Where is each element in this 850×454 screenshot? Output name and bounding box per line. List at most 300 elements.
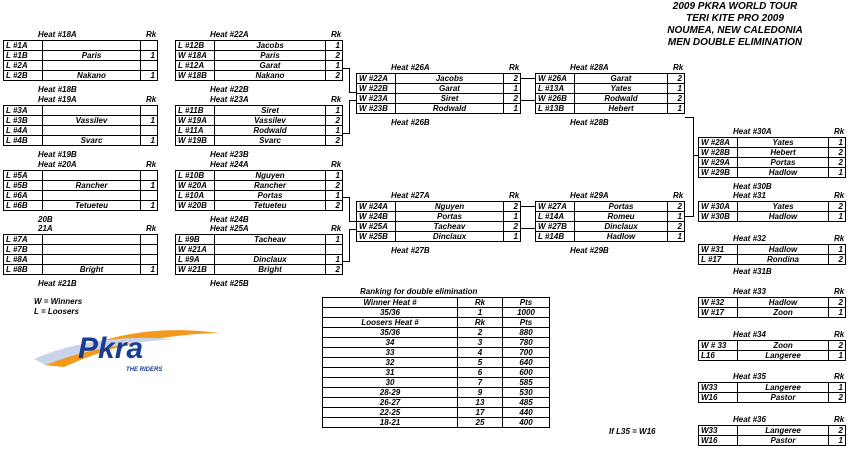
slot-cell: L #9A (176, 255, 215, 265)
rank-header: Rk (673, 63, 684, 72)
rank-cell: 2 (326, 136, 343, 146)
heat-footer: Heat #30B (733, 182, 772, 191)
slot-cell: W33 (699, 426, 738, 436)
rank-header: Rk (834, 234, 845, 243)
pts-cell: 880 (503, 328, 550, 338)
rank-header: Rk (673, 191, 684, 200)
rank-cell (141, 106, 158, 116)
ranking-row (323, 418, 550, 428)
rank-cell: 2 (668, 74, 685, 84)
rider-cell: Svarc (43, 136, 141, 146)
heat-cell: 28-29 (323, 388, 458, 398)
rank-cell: 2 (326, 71, 343, 81)
rank-header: Rk (146, 95, 157, 104)
rank-cell: 1 (668, 104, 685, 114)
heat-table (535, 201, 685, 242)
heat-cell: 22-25 (323, 408, 458, 418)
ranking-row (323, 408, 550, 418)
rk-cell: 13 (458, 398, 503, 408)
pts-cell: 585 (503, 378, 550, 388)
slot-cell: W #32 (699, 298, 738, 308)
rank-cell: 1 (829, 308, 846, 318)
rider-cell: Portas (215, 191, 326, 201)
heat-title: Heat #22A (210, 30, 249, 39)
rider-cell: Rondina (738, 255, 829, 265)
pkra-logo-graphic (34, 325, 224, 380)
heat-footer: Heat #28B (570, 118, 609, 127)
heat-row (357, 104, 521, 114)
rider-cell: Jacobs (396, 74, 504, 84)
heat-row (357, 84, 521, 94)
heat-row (699, 148, 846, 158)
bracket-line (349, 68, 350, 93)
slot-cell: W #26B (536, 94, 575, 104)
heat-row (176, 106, 343, 116)
slot-cell: L #12B (176, 41, 215, 51)
rider-cell: Rodwald (396, 104, 504, 114)
heat-row (357, 232, 521, 242)
heat-row (4, 245, 158, 255)
rk-cell: 3 (458, 338, 503, 348)
slot-cell: L #10A (176, 191, 215, 201)
rank-cell: 2 (326, 116, 343, 126)
slot-cell: W #29B (699, 168, 738, 178)
rank-cell: 1 (829, 168, 846, 178)
slot-cell: W #21A (176, 245, 215, 255)
heat-row (4, 136, 158, 146)
header-line2: TERI KITE PRO 2009 (686, 13, 784, 24)
heat-title: Heat #31 (733, 191, 766, 200)
heat-footer: Heat #27B (391, 246, 430, 255)
heat-row (536, 202, 685, 212)
slot-cell: L #1B (4, 51, 43, 61)
heat-row (357, 212, 521, 222)
slot-cell: W #25A (357, 222, 396, 232)
rank-cell (141, 41, 158, 51)
heat-title: Heat #24A (210, 160, 249, 169)
slot-cell: W16 (699, 393, 738, 403)
bracket-line (349, 100, 350, 134)
heat-table (3, 40, 158, 81)
ranking-row (323, 378, 550, 388)
heat-table (3, 234, 158, 275)
ranking-row (323, 338, 550, 348)
heat-cell: 35/36 (323, 308, 458, 318)
rank-cell: 1 (504, 84, 521, 94)
rank-header: Rk (834, 287, 845, 296)
header-line4: MEN DOUBLE ELIMINATION (667, 37, 803, 48)
heat-row (699, 436, 846, 446)
heat-title: Heat #32 (733, 234, 766, 243)
pts-cell: 1000 (503, 308, 550, 318)
slot-cell: W #18B (176, 71, 215, 81)
heat-table (3, 170, 158, 211)
rank-cell: 2 (668, 94, 685, 104)
slot-cell: W #20B (176, 201, 215, 211)
rider-cell (43, 191, 141, 201)
slot-cell: L #1A (4, 41, 43, 51)
heat-footer: 20B (38, 215, 53, 224)
rider-cell: Rancher (43, 181, 141, 191)
heat-table (356, 201, 521, 242)
heat-title: Heat #19A (38, 95, 77, 104)
heat-row (536, 104, 685, 114)
rider-cell: Rancher (215, 181, 326, 191)
rank-cell: 2 (829, 255, 846, 265)
slot-cell: W #27B (536, 222, 575, 232)
rank-cell: 1 (326, 41, 343, 51)
ranking-row (323, 318, 550, 328)
heat-row (4, 41, 158, 51)
rank-cell: 2 (326, 181, 343, 191)
pts-cell: Pts (503, 318, 550, 328)
pts-cell: 640 (503, 358, 550, 368)
rk-cell: 1 (458, 308, 503, 318)
heat-cell: 34 (323, 338, 458, 348)
heat-title: Heat #30A (733, 127, 772, 136)
heat-cell: 30 (323, 378, 458, 388)
final-note: If L35 = W16 (609, 427, 656, 436)
slot-cell: L #7A (4, 235, 43, 245)
header-line1: 2009 PKRA WORLD TOUR (672, 1, 798, 12)
rk-cell: 17 (458, 408, 503, 418)
rank-cell: 1 (326, 61, 343, 71)
bracket-line (521, 206, 535, 207)
bracket-line (521, 100, 535, 101)
heat-row (176, 41, 343, 51)
heat-row (536, 84, 685, 94)
rank-cell: 2 (829, 426, 846, 436)
heat-row (699, 255, 846, 265)
rank-cell: 2 (326, 265, 343, 275)
heat-footer: Heat #23B (210, 150, 249, 159)
heat-title: Heat #23A (210, 95, 249, 104)
heat-table (175, 40, 343, 81)
heat-cell: 26-27 (323, 398, 458, 408)
bracket-line (521, 228, 535, 229)
rank-cell: 2 (326, 201, 343, 211)
slot-cell: L #14B (536, 232, 575, 242)
rank-header: Rk (834, 191, 845, 200)
rank-cell: 1 (829, 436, 846, 446)
rank-cell (141, 61, 158, 71)
heat-row (4, 201, 158, 211)
rider-cell: Svarc (215, 136, 326, 146)
bracket-line (349, 92, 356, 93)
bracket-line (521, 78, 535, 79)
heat-row (4, 51, 158, 61)
rk-cell: 5 (458, 358, 503, 368)
heat-row (536, 212, 685, 222)
heat-title: Heat #26A (391, 63, 430, 72)
rider-cell: Bright (43, 265, 141, 275)
bracket-line (685, 216, 693, 217)
rider-cell: Pastor (738, 436, 829, 446)
heat-table (698, 244, 846, 265)
heat-table (3, 105, 158, 146)
rider-cell: Dinclaux (396, 232, 504, 242)
rank-header: Rk (509, 63, 520, 72)
bracket-line (693, 155, 698, 156)
rider-cell: Portas (575, 202, 668, 212)
rider-cell: Hadlow (575, 232, 668, 242)
heat-row (699, 212, 846, 222)
slot-cell: W #23A (357, 94, 396, 104)
slot-cell: W # 33 (699, 341, 738, 351)
heat-row (536, 74, 685, 84)
rider-cell (43, 245, 141, 255)
heat-footer: Heat #18B (38, 85, 77, 94)
rk-cell: 4 (458, 348, 503, 358)
heat-title: Heat #20A (38, 160, 77, 169)
heat-row (176, 136, 343, 146)
slot-cell: W #17 (699, 308, 738, 318)
heat-table (698, 297, 846, 318)
rank-cell: 2 (829, 298, 846, 308)
heat-title: Heat #25A (210, 224, 249, 233)
rank-cell: 1 (668, 84, 685, 94)
rank-cell: 1 (141, 51, 158, 61)
slot-cell: W #22A (357, 74, 396, 84)
pts-cell: 440 (503, 408, 550, 418)
rank-cell: 1 (668, 232, 685, 242)
slot-cell: L #5B (4, 181, 43, 191)
rider-cell: Portas (396, 212, 504, 222)
rider-cell: Tacheav (215, 235, 326, 245)
rider-cell: Vassilev (43, 116, 141, 126)
rider-cell (43, 235, 141, 245)
rank-cell: 2 (829, 202, 846, 212)
slot-cell: W #30A (699, 202, 738, 212)
slot-cell: L #2B (4, 71, 43, 81)
heat-cell: 32 (323, 358, 458, 368)
rider-cell: Nguyen (215, 171, 326, 181)
rank-header: Rk (834, 372, 845, 381)
heat-row (4, 181, 158, 191)
heat-row (357, 202, 521, 212)
rider-cell: Garat (396, 84, 504, 94)
heat-row (176, 71, 343, 81)
ranking-table (322, 297, 550, 428)
slot-cell: L #17 (699, 255, 738, 265)
heat-footer: Heat #25B (210, 279, 249, 288)
heat-row (699, 383, 846, 393)
heat-table (698, 382, 846, 403)
rank-cell: 2 (504, 202, 521, 212)
heat-table (175, 105, 343, 146)
slot-cell: L #8A (4, 255, 43, 265)
slot-cell: W #24B (357, 212, 396, 222)
slot-cell: W #22B (357, 84, 396, 94)
heat-title: Heat #28A (570, 63, 609, 72)
heat-footer: Heat #26B (391, 118, 430, 127)
heat-footer: Heat #22B (210, 85, 249, 94)
heat-row (176, 235, 343, 245)
heat-cell: 31 (323, 368, 458, 378)
heat-title: Heat #27A (391, 191, 430, 200)
heat-row (4, 255, 158, 265)
heat-row (4, 191, 158, 201)
rider-cell (43, 61, 141, 71)
slot-cell: W #28B (699, 148, 738, 158)
rider-cell: Hebert (575, 104, 668, 114)
heat-row (699, 341, 846, 351)
rank-header: Rk (834, 415, 845, 424)
rider-cell: Vassilev (215, 116, 326, 126)
rank-header: Rk (834, 127, 845, 136)
rank-header: Rk (834, 330, 845, 339)
rank-cell: 1 (141, 136, 158, 146)
rider-cell (43, 171, 141, 181)
rider-cell: Zoon (738, 341, 829, 351)
heat-row (4, 171, 158, 181)
heat-row (176, 181, 343, 191)
bracket-line (349, 229, 350, 262)
rank-cell: 1 (829, 138, 846, 148)
rank-cell: 1 (141, 181, 158, 191)
rider-cell (43, 255, 141, 265)
rk-cell: Rk (458, 298, 503, 308)
ranking-row (323, 398, 550, 408)
rank-cell: 1 (829, 245, 846, 255)
slot-cell: L #12A (176, 61, 215, 71)
rider-cell: Tetueteu (43, 201, 141, 211)
rank-cell (141, 245, 158, 255)
heat-title: 21A (38, 224, 53, 233)
rank-cell: 1 (326, 235, 343, 245)
rank-cell (141, 235, 158, 245)
pts-cell: 700 (503, 348, 550, 358)
rank-cell (141, 255, 158, 265)
rank-cell: 2 (829, 148, 846, 158)
heat-cell: 33 (323, 348, 458, 358)
rider-cell (43, 41, 141, 51)
pts-cell: 780 (503, 338, 550, 348)
rank-cell: 1 (668, 212, 685, 222)
rider-cell: Rodwald (575, 94, 668, 104)
ranking-row (323, 328, 550, 338)
rank-cell: 2 (504, 74, 521, 84)
rank-header: Rk (146, 160, 157, 169)
slot-cell: W #25B (357, 232, 396, 242)
heat-row (536, 94, 685, 104)
heat-row (699, 138, 846, 148)
rider-cell: Pastor (738, 393, 829, 403)
heat-row (4, 71, 158, 81)
slot-cell: W #27A (536, 202, 575, 212)
heat-title: Heat #33 (733, 287, 766, 296)
heat-row (176, 255, 343, 265)
rider-cell: Rodwald (215, 126, 326, 136)
heat-table (356, 73, 521, 114)
rank-cell: 2 (326, 51, 343, 61)
heat-row (4, 106, 158, 116)
heat-table (535, 73, 685, 114)
heat-row (176, 61, 343, 71)
rider-cell: Nakano (43, 71, 141, 81)
heat-table (698, 201, 846, 222)
heat-row (699, 298, 846, 308)
slot-cell: L #6A (4, 191, 43, 201)
legend-winners: W = Winners (34, 297, 83, 306)
heat-cell: 35/36 (323, 328, 458, 338)
ranking-row (323, 348, 550, 358)
rider-cell: Dinclaux (215, 255, 326, 265)
rank-cell: 2 (504, 94, 521, 104)
bracket-line (685, 117, 693, 118)
bracket-line (349, 229, 356, 230)
heat-title: Heat #34 (733, 330, 766, 339)
rank-cell (141, 126, 158, 136)
slot-cell: L #8B (4, 265, 43, 275)
heat-row (357, 94, 521, 104)
rider-cell: Hadlow (738, 298, 829, 308)
rank-cell: 1 (326, 126, 343, 136)
slot-cell: W #21B (176, 265, 215, 275)
rank-header: Rk (146, 30, 157, 39)
heat-footer: Heat #31B (733, 267, 772, 276)
rider-cell: Garat (575, 74, 668, 84)
heat-row (4, 126, 158, 136)
pts-cell: 400 (503, 418, 550, 428)
rider-cell (43, 106, 141, 116)
heat-title: Heat #36 (733, 415, 766, 424)
rider-cell: Hadlow (738, 212, 829, 222)
rank-cell: 1 (326, 106, 343, 116)
rank-cell: 1 (829, 383, 846, 393)
pts-cell: 485 (503, 398, 550, 408)
slot-cell: L #11A (176, 126, 215, 136)
slot-cell: L16 (699, 351, 738, 361)
heat-row (4, 116, 158, 126)
rider-cell: Yates (738, 202, 829, 212)
slot-cell: W #23B (357, 104, 396, 114)
rider-cell: Nguyen (396, 202, 504, 212)
slot-cell: L #5A (4, 171, 43, 181)
rank-cell (326, 245, 343, 255)
rider-cell: Yates (738, 138, 829, 148)
rider-cell: Tetueteu (215, 201, 326, 211)
slot-cell: L #13B (536, 104, 575, 114)
heat-title: Heat #35 (733, 372, 766, 381)
pts-cell: Pts (503, 298, 550, 308)
slot-cell: L #4B (4, 136, 43, 146)
slot-cell: L #3B (4, 116, 43, 126)
heat-footer: Heat #21B (38, 279, 77, 288)
slot-cell: L #11B (176, 106, 215, 116)
slot-cell: L #9B (176, 235, 215, 245)
slot-cell: W33 (699, 383, 738, 393)
pts-cell: 530 (503, 388, 550, 398)
rider-cell: Hadlow (738, 245, 829, 255)
rank-cell: 2 (668, 202, 685, 212)
heat-row (176, 201, 343, 211)
legend-losers: L = Loosers (34, 307, 79, 316)
rank-header: Rk (331, 224, 342, 233)
ranking-title: Ranking for double elimination (360, 287, 478, 296)
slot-cell: W #28A (699, 138, 738, 148)
rider-cell: Jacobs (215, 41, 326, 51)
rider-cell: Paris (215, 51, 326, 61)
rank-cell: 2 (668, 222, 685, 232)
ranking-row (323, 388, 550, 398)
heat-row (176, 265, 343, 275)
heat-title: Heat #29A (570, 191, 609, 200)
logo-text: Pkra (78, 332, 144, 365)
heat-table (175, 234, 343, 275)
rider-cell: Zoon (738, 308, 829, 318)
heat-table (698, 340, 846, 361)
